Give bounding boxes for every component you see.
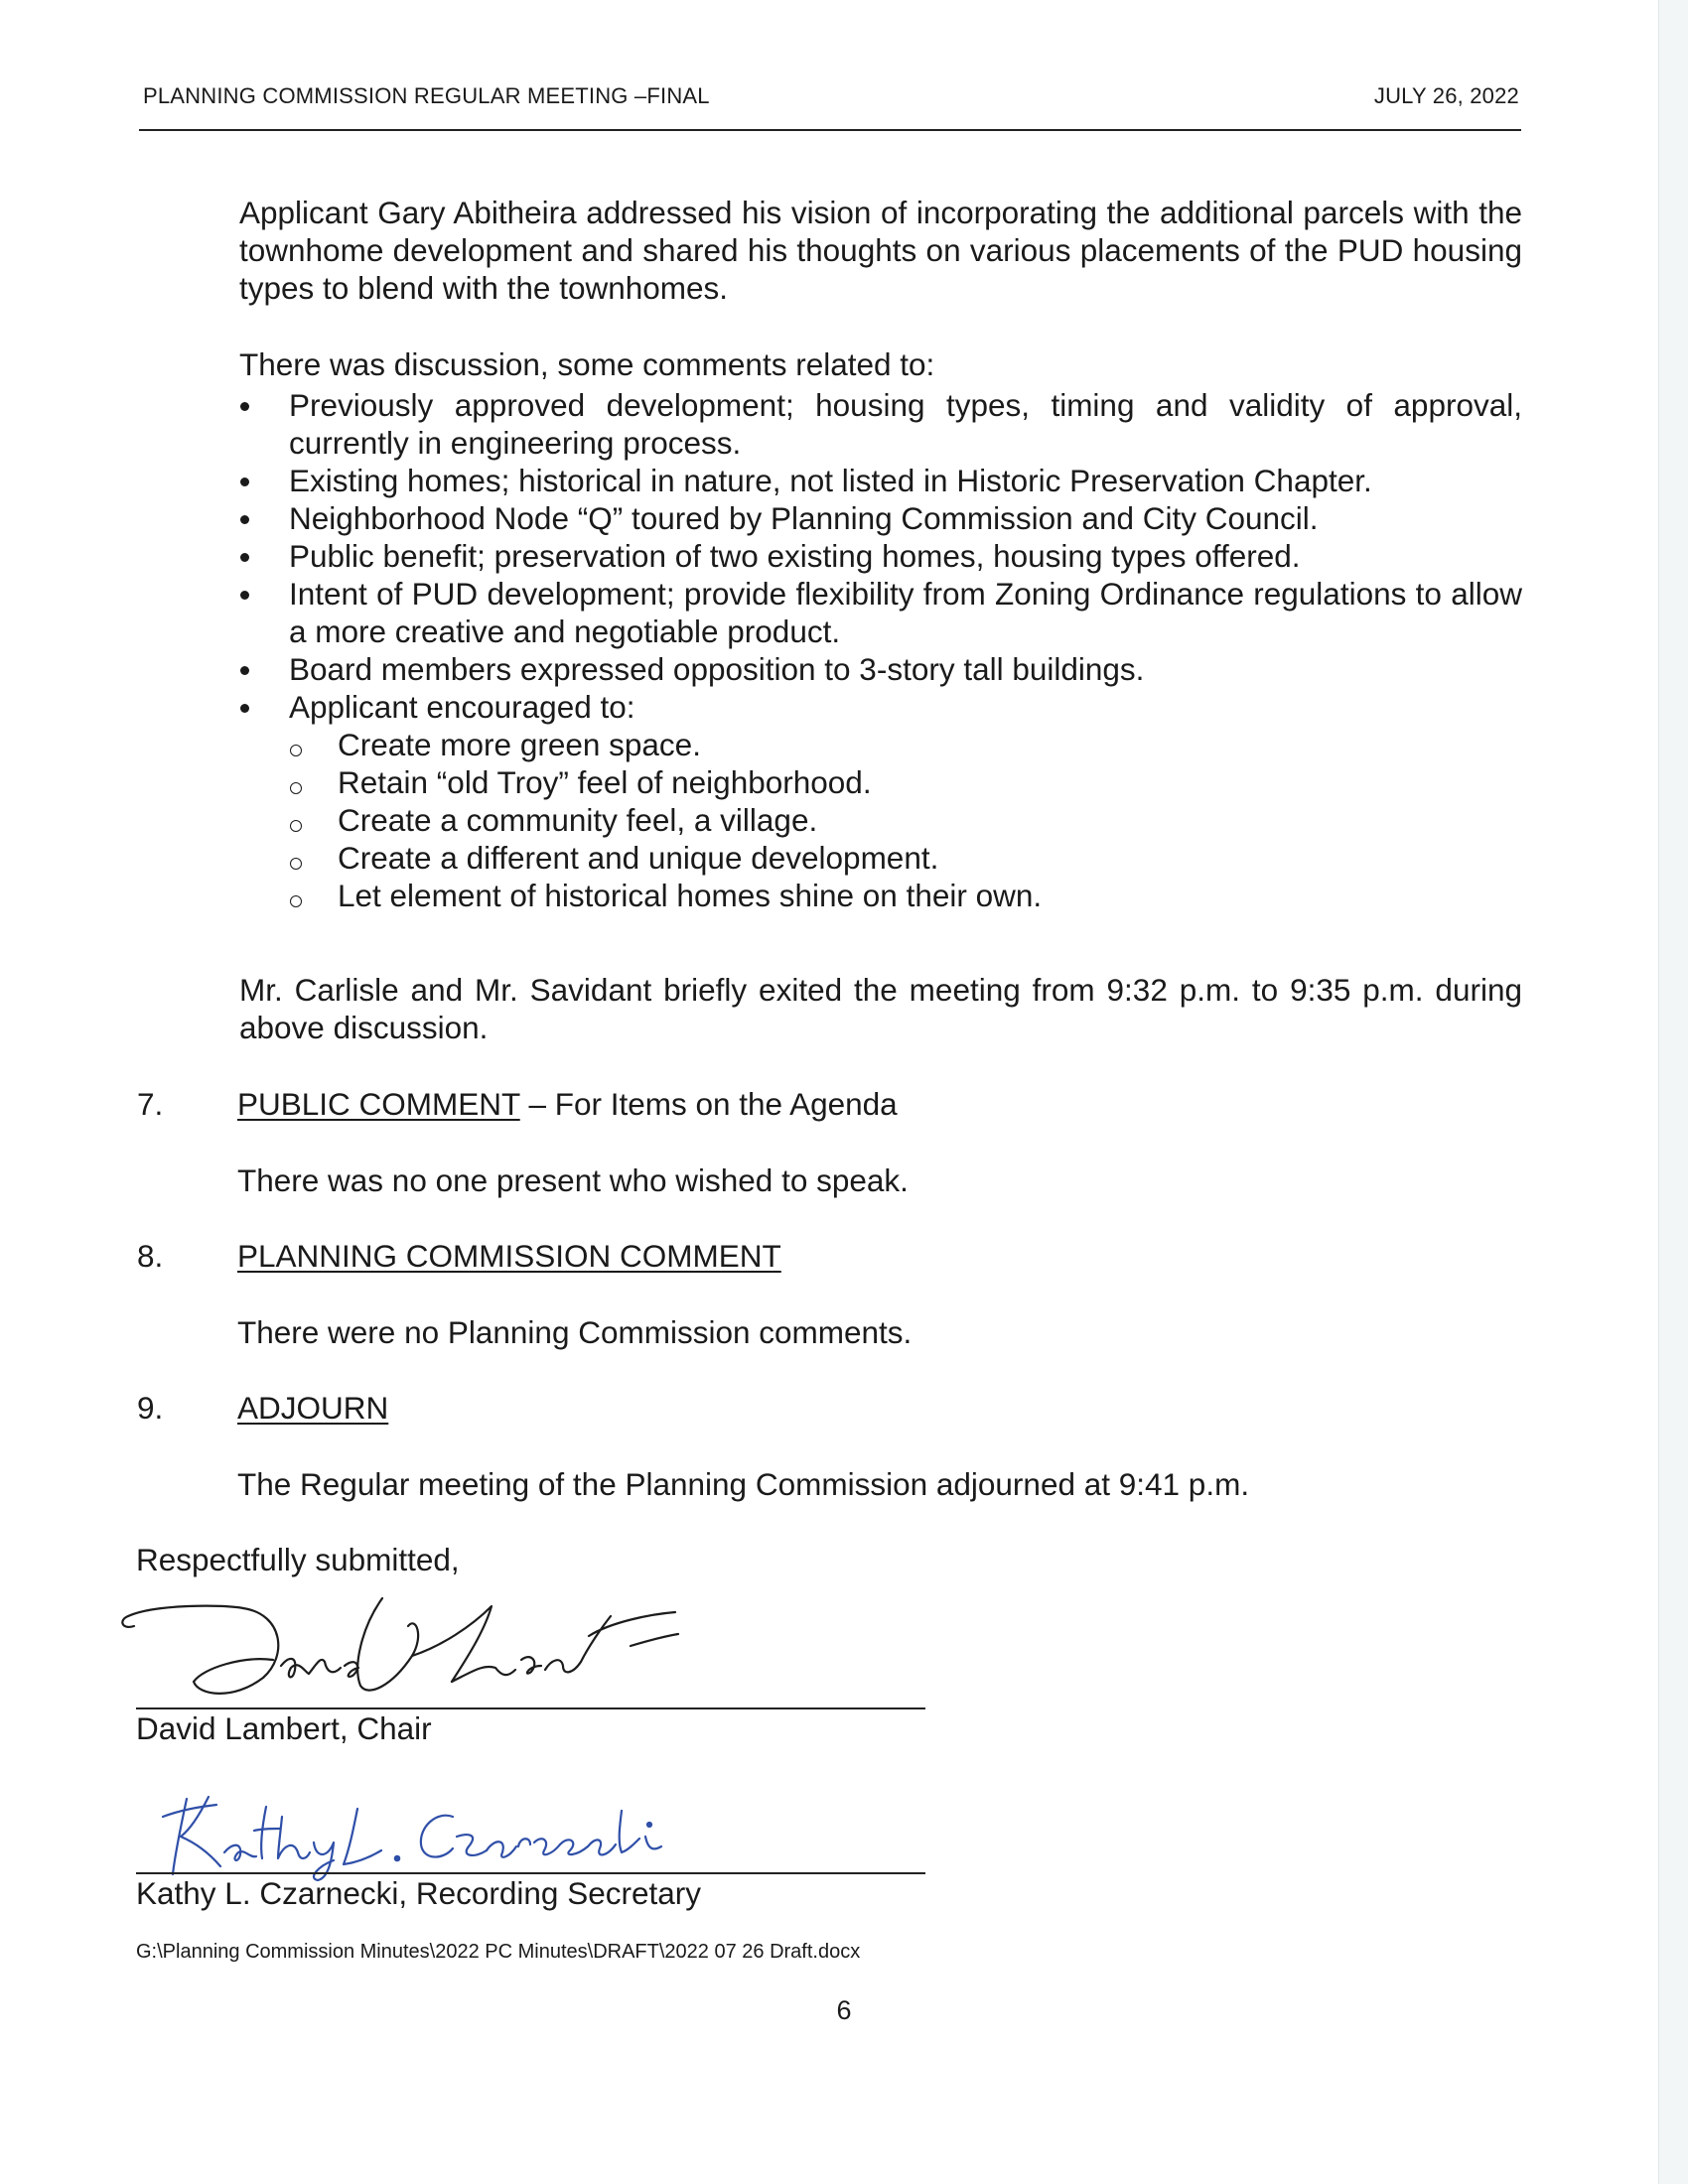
list-item [239,650,1522,688]
header-date: JULY 26, 2022 [1373,83,1519,108]
bullet-dot [240,553,249,562]
closing-text: Respectfully submitted, [136,1542,460,1577]
discussion-lead: There was discussion, some comments related to: [239,346,935,382]
section-title-underlined: PUBLIC COMMENT [237,1086,520,1122]
exit-note: Mr. Carlisle and Mr. Savidant briefly exited the meeting from 9:32 p.m. to 9:35 p.m. during above discussion. [239,972,1522,1045]
bullet-text: Intent of PUD development; provide flexibility from Zoning Ordinance regulations to allow a more creative and negotiable product. [289,576,1522,649]
bullet-dot [240,704,249,713]
chair-signature [114,1586,690,1704]
sub-bullet-text: Let element of historical homes shine on their own. [338,878,1043,913]
section-number: 7. [137,1086,164,1122]
discussion-bullet-list [239,386,1522,914]
section-8-text: There were no Planning Commission comments. [237,1314,913,1350]
section-title [237,1389,388,1427]
page-edge [1658,0,1688,2184]
secretary-signature [159,1787,735,1881]
sub-bullet-text: Retain “old Troy” feel of neighborhood. [338,764,872,800]
sub-list-item [239,726,1522,763]
list-item [239,462,1522,499]
signer-name: Kathy L. Czarnecki, Recording Secretary [136,1875,701,1911]
section-title [237,1237,781,1275]
bullet-text: Board members expressed opposition to 3-story tall buildings. [289,651,1145,687]
hollow-bullet [290,858,302,870]
bullet-dot [240,478,249,486]
sub-bullet-text: Create more green space. [338,727,701,762]
hollow-bullet [290,745,302,756]
section-title-suffix: – For Items on the Agenda [519,1086,898,1122]
bullet-line [239,688,1522,726]
section-7-heading [137,1085,1428,1125]
header-title: PLANNING COMMISSION REGULAR MEETING –FINAL [143,83,710,108]
bullet-text: Previously approved development; housing types, timing and validity of approval, currently in engineering process. [289,387,1522,461]
list-item [239,499,1522,537]
hollow-bullet [290,782,302,794]
section-9-text: The Regular meeting of the Planning Commission adjourned at 9:41 p.m. [237,1466,1250,1502]
section-number: 9. [137,1390,164,1426]
section-title-underlined: ADJOURN [237,1390,389,1426]
sub-list-item [239,801,1522,839]
sub-bullet-text: Create a community feel, a village. [338,802,818,838]
sub-list-item [239,839,1522,877]
hollow-bullet [290,895,302,907]
section-7-text: There was no one present who wished to speak. [237,1162,909,1198]
bullet-dot [240,591,249,600]
bullet-text: Neighborhood Node “Q” toured by Planning Commission and City Council. [289,500,1319,536]
sub-list-item [239,763,1522,801]
page-header [139,79,1521,131]
sub-bullet-text: Create a different and unique development. [338,840,939,876]
bullet-text: Public benefit; preservation of two existing homes, housing types offered. [289,538,1301,574]
list-item [239,688,1522,914]
section-title-underlined: PLANNING COMMISSION COMMENT [237,1238,781,1274]
section-number: 8. [137,1238,164,1274]
page-number: 6 [836,1995,852,2025]
bullet-dot [240,515,249,524]
signer-name: David Lambert, Chair [136,1710,432,1746]
section-8-heading [137,1237,1428,1277]
bullet-dot [240,402,249,411]
section-9-heading [137,1389,1428,1429]
list-item [239,537,1522,575]
sub-bullet-list [239,726,1522,914]
hollow-bullet [290,820,302,832]
bullet-text: Existing homes; historical in nature, not listed in Historic Preservation Chapter. [289,463,1372,498]
list-item [239,575,1522,650]
sub-list-item [239,877,1522,914]
section-title [237,1085,898,1123]
bullet-text: Applicant encouraged to: [289,689,635,725]
bullet-dot [240,666,249,675]
list-item [239,386,1522,462]
file-path: G:\Planning Commission Minutes\2022 PC Minutes\DRAFT\2022 07 26 Draft.docx [136,1941,861,1963]
intro-paragraph: Applicant Gary Abitheira addressed his vision of incorporating the additional parcels with the townhome development and shared his thoughts on various placements of the PUD housing types to blend with the townhomes. [239,195,1522,306]
